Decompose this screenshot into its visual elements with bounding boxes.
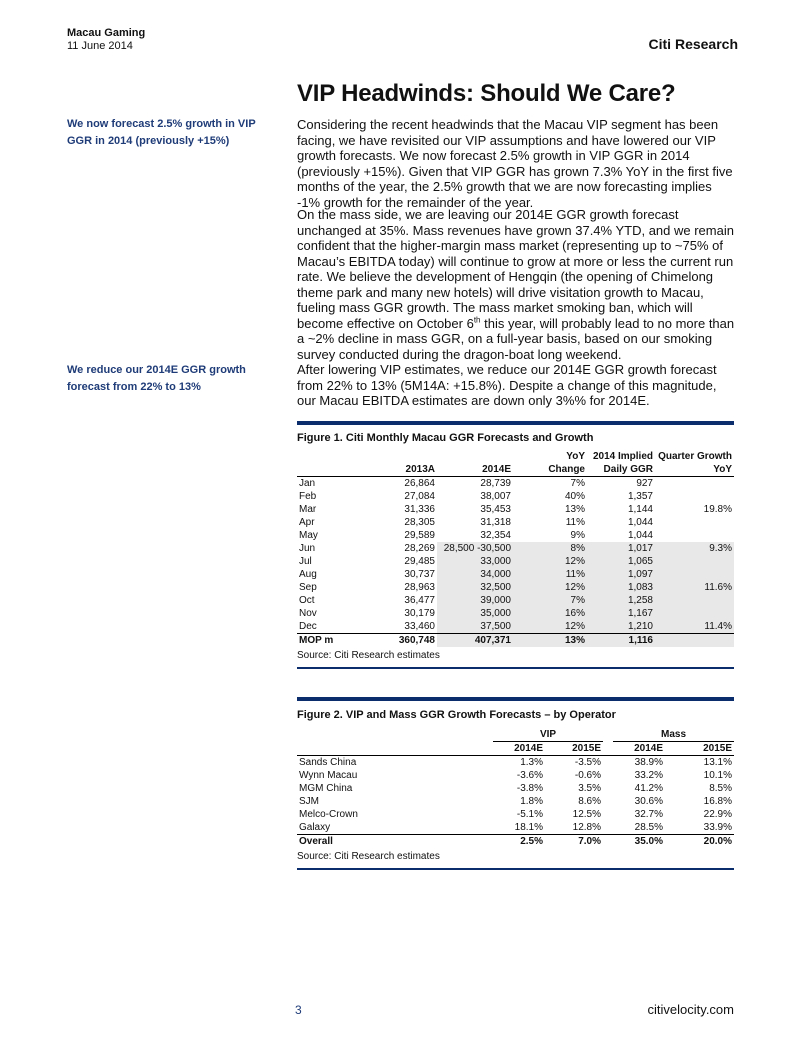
fig1-cell-daily: 1,357 bbox=[627, 491, 653, 502]
fig1-total-2014e: 407,371 bbox=[437, 634, 513, 648]
fig2-total-vip-2015e: 7.0% bbox=[545, 835, 603, 849]
table-row bbox=[297, 581, 734, 594]
fig1-cell-2013a: 28,963 bbox=[404, 582, 435, 593]
fig1-cell-month: Apr bbox=[299, 517, 315, 528]
fig1-cell-month: Dec bbox=[299, 621, 317, 632]
fig2-header-vip-2014e: 2014E bbox=[457, 742, 545, 756]
paragraph-ggr: After lowering VIP estimates, we reduce our 2014E GGR growth forecast from 22% to 13% (5M14A: +15.8%). Despite a change of this magnitude, our Macau EBITDA estimates are down only 3%% for 2014E. bbox=[297, 362, 717, 408]
table-row bbox=[297, 555, 734, 568]
fig1-cell-quarter: 11.4% bbox=[655, 620, 734, 634]
sidebar-note-vip: We now forecast 2.5% growth in VIP GGR in 2014 (previously +15%) bbox=[67, 118, 256, 147]
fig1-cell-yoy: 7% bbox=[570, 478, 585, 489]
fig2-cell-mass-2014e: 32.7% bbox=[634, 809, 663, 820]
table-row bbox=[297, 607, 734, 620]
fig2-cell-vip-2015e: 3.5% bbox=[578, 783, 601, 794]
paragraph-mass: On the mass side, we are leaving our 2014E GGR growth forecast unchanged at 35%. Mass revenues have grown 37.4% YTD, and we remain confident that the higher-margin mass market (representing up to ~75% of Macau’s EBITDA today) will continue to grow at more or less the current run rate. We believe the development of Hengqin (the opening of Chimelong theme park and many new hotels) will drive visitation growth to Macau, fueling mass GGR growth. The mass market smoking ban, which will become effective on October 6th this year, will probably lead to no more than a ~2% decline in mass GGR, on a full-year basis, based on our smoking survey conducted during the dragon-boat long weekend. bbox=[297, 207, 735, 362]
fig1-cell-daily: 1,210 bbox=[587, 620, 655, 634]
fig1-cell-2013a: 36,477 bbox=[404, 595, 435, 606]
fig1-cell-quarter: 19.8% bbox=[703, 504, 732, 515]
figure-1-top-rule bbox=[297, 421, 734, 425]
fig1-cell-yoy: 7% bbox=[513, 594, 587, 607]
fig1-cell-daily: 1,065 bbox=[587, 555, 655, 568]
table-row bbox=[297, 821, 734, 835]
fig2-cell-mass-2014e: 28.5% bbox=[634, 822, 663, 833]
fig2-cell-vip-2014e: -3.8% bbox=[516, 783, 543, 794]
fig1-cell-month: Feb bbox=[299, 491, 317, 502]
fig2-total-vip-2014e: 2.5% bbox=[457, 835, 545, 849]
fig1-cell-2014e: 39,000 bbox=[437, 594, 513, 607]
figure-1-source: Source: Citi Research estimates bbox=[297, 650, 440, 661]
table-row bbox=[297, 808, 734, 821]
fig1-cell-quarter bbox=[655, 529, 734, 542]
fig2-total-label: Overall bbox=[297, 835, 457, 849]
fig2-cell-mass-2014e: 41.2% bbox=[634, 783, 663, 794]
fig1-cell-2014e: 32,354 bbox=[480, 530, 511, 541]
figure-1-header-row bbox=[297, 450, 734, 477]
fig1-cell-yoy: 11% bbox=[565, 517, 585, 528]
fig2-cell-mass-2015e: 33.9% bbox=[703, 822, 732, 833]
fig1-cell-month: Jun bbox=[299, 543, 316, 554]
fig1-cell-month: May bbox=[299, 530, 318, 541]
fig1-cell-month: Jan bbox=[299, 478, 316, 489]
fig2-header-vip-2015e: 2015E bbox=[545, 742, 603, 756]
fig2-cell-mass-2014e: 33.2% bbox=[634, 770, 663, 781]
table-row bbox=[297, 516, 734, 529]
fig2-cell-mass-2015e: 22.9% bbox=[703, 809, 732, 820]
fig2-cell-vip-2015e: 12.5% bbox=[572, 809, 601, 820]
figure-2-source: Source: Citi Research estimates bbox=[297, 851, 440, 862]
figure-2-top-rule bbox=[297, 697, 734, 701]
fig1-cell-daily: 1,083 bbox=[587, 581, 655, 594]
fig1-cell-yoy: 16% bbox=[513, 607, 587, 620]
figure-2-bottom-rule bbox=[297, 868, 734, 870]
table-row bbox=[297, 756, 734, 770]
fig2-cell-vip-2014e: 1.8% bbox=[520, 796, 543, 807]
fig1-cell-2014e: 35,000 bbox=[437, 607, 513, 620]
fig1-cell-2013a: 29,485 bbox=[404, 556, 435, 567]
fig2-cell-mass-2015e: 16.8% bbox=[703, 796, 732, 807]
fig1-cell-2013a: 30,179 bbox=[404, 608, 435, 619]
page-number: 3 bbox=[295, 1003, 302, 1017]
fig2-header-mass-2014e: 2014E bbox=[603, 742, 665, 756]
figure-1-table bbox=[297, 450, 734, 647]
fig2-cell-operator: Galaxy bbox=[299, 822, 331, 833]
fig1-cell-daily: 1,167 bbox=[587, 607, 655, 620]
fig1-cell-yoy: 11% bbox=[513, 568, 587, 581]
page-title: VIP Headwinds: Should We Care? bbox=[297, 80, 676, 107]
fig2-cell-operator: Wynn Macau bbox=[299, 770, 358, 781]
fig1-cell-2013a: 28,305 bbox=[404, 517, 435, 528]
fig2-total-mass-2014e: 35.0% bbox=[603, 835, 665, 849]
table-row bbox=[297, 568, 734, 581]
table-total-row bbox=[297, 634, 734, 648]
fig2-cell-vip-2014e: -3.6% bbox=[516, 770, 543, 781]
table-row bbox=[297, 769, 734, 782]
fig2-cell-mass-2015e: 8.5% bbox=[709, 783, 732, 794]
paragraph-vip: Considering the recent headwinds that the Macau VIP segment has been facing, we have revisited our VIP assumptions and have lowered our VIP growth forecasts. We now forecast 2.5% growth in VIP GGR in 2014 (previously +15%). Given that VIP GGR has grown 7.3% YoY in the first five months of the year, the 2.5% growth that we are now forecasting implies -1% growth for the remainder of the year. bbox=[297, 117, 733, 210]
fig1-cell-quarter bbox=[655, 516, 734, 529]
fig1-total-2013a: 360,748 bbox=[359, 634, 437, 648]
fig1-cell-quarter bbox=[655, 607, 734, 620]
table-row bbox=[297, 795, 734, 808]
sidebar-note-ggr: We reduce our 2014E GGR growth forecast from 22% to 13% bbox=[67, 364, 246, 393]
footer-url: citivelocity.com bbox=[647, 1002, 734, 1017]
fig2-cell-vip-2015e: -0.6% bbox=[574, 770, 601, 781]
fig1-cell-daily: 1,144 bbox=[627, 504, 653, 515]
fig2-cell-vip-2014e: 18.1% bbox=[514, 822, 543, 833]
fig1-cell-month: Nov bbox=[299, 608, 317, 619]
fig2-cell-mass-2014e: 30.6% bbox=[634, 796, 663, 807]
table-row bbox=[297, 490, 734, 503]
table-row bbox=[297, 620, 734, 634]
figure-2-table bbox=[297, 728, 734, 848]
fig1-total-quarter bbox=[655, 634, 734, 648]
brand-name: Citi Research bbox=[648, 36, 738, 52]
figure-1-title: Figure 1. Citi Monthly Macau GGR Forecasts and Growth bbox=[297, 432, 594, 444]
fig1-cell-daily: 1,017 bbox=[587, 542, 655, 555]
fig1-header-quarter: Quarter Growth YoY bbox=[655, 450, 734, 477]
fig1-cell-yoy: 12% bbox=[513, 555, 587, 568]
fig1-cell-quarter: 9.3% bbox=[655, 542, 734, 555]
fig1-cell-daily: 1,097 bbox=[587, 568, 655, 581]
fig1-cell-yoy: 13% bbox=[564, 504, 585, 515]
fig2-cell-operator: Melco-Crown bbox=[299, 809, 358, 820]
table-row bbox=[297, 503, 734, 516]
table-row bbox=[297, 594, 734, 607]
fig1-cell-quarter bbox=[655, 594, 734, 607]
fig2-cell-mass-2015e: 10.1% bbox=[703, 770, 732, 781]
fig1-header-month bbox=[297, 450, 359, 477]
fig1-header-2014e: 2014E bbox=[437, 450, 513, 477]
figure-2-title: Figure 2. VIP and Mass GGR Growth Forecasts – by Operator bbox=[297, 709, 616, 721]
report-section: Macau Gaming bbox=[67, 27, 146, 39]
fig1-cell-yoy: 12% bbox=[513, 581, 587, 594]
fig2-cell-mass-2015e: 13.1% bbox=[703, 757, 732, 768]
fig1-cell-2013a: 30,737 bbox=[404, 569, 435, 580]
figure-1-bottom-rule bbox=[297, 667, 734, 669]
fig1-cell-2014e: 33,000 bbox=[437, 555, 513, 568]
fig1-cell-quarter bbox=[655, 568, 734, 581]
fig2-cell-vip-2014e: -5.1% bbox=[516, 809, 543, 820]
fig1-cell-2013a: 33,460 bbox=[404, 621, 435, 632]
fig1-cell-2014e: 34,000 bbox=[437, 568, 513, 581]
fig2-cell-operator: SJM bbox=[299, 796, 319, 807]
fig2-cell-vip-2015e: 12.8% bbox=[572, 822, 601, 833]
fig1-cell-2014e: 35,453 bbox=[480, 504, 511, 515]
fig1-cell-quarter bbox=[655, 555, 734, 568]
fig2-group-mass: Mass bbox=[603, 728, 734, 742]
fig1-cell-daily: 1,258 bbox=[587, 594, 655, 607]
fig1-cell-2014e: 38,007 bbox=[480, 491, 511, 502]
fig1-cell-2014e: 28,500 -30,500 bbox=[437, 542, 513, 555]
fig1-cell-2014e: 37,500 bbox=[437, 620, 513, 634]
fig1-header-daily: 2014 Implied Daily GGR bbox=[587, 450, 655, 477]
fig1-cell-month: Oct bbox=[299, 595, 315, 606]
fig2-total-mass-2015e: 20.0% bbox=[665, 835, 734, 849]
fig1-header-2013a: 2013A bbox=[359, 450, 437, 477]
fig1-cell-month: Jul bbox=[299, 556, 312, 567]
fig1-total-label: MOP m bbox=[297, 634, 359, 648]
fig1-cell-yoy: 8% bbox=[513, 542, 587, 555]
figure-2-header-row bbox=[297, 742, 734, 756]
fig1-cell-yoy: 9% bbox=[570, 530, 585, 541]
fig1-cell-2013a: 29,589 bbox=[404, 530, 435, 541]
fig1-cell-2014e: 28,739 bbox=[480, 478, 511, 489]
fig2-cell-vip-2014e: 1.3% bbox=[520, 757, 543, 768]
fig2-cell-operator: Sands China bbox=[299, 757, 357, 768]
figure-2 bbox=[297, 697, 734, 870]
fig1-cell-quarter: 11.6% bbox=[655, 581, 734, 594]
fig1-cell-2013a: 28,269 bbox=[404, 543, 435, 554]
fig2-cell-operator: MGM China bbox=[299, 783, 353, 794]
fig2-cell-vip-2015e: 8.6% bbox=[578, 796, 601, 807]
figure-1 bbox=[297, 421, 734, 669]
fig1-cell-month: Aug bbox=[299, 569, 317, 580]
fig1-cell-month: Sep bbox=[299, 582, 317, 593]
fig1-cell-month: Mar bbox=[299, 504, 317, 515]
fig1-cell-2013a: 27,084 bbox=[404, 491, 435, 502]
report-date: 11 June 2014 bbox=[67, 40, 133, 52]
fig2-header-mass-2015e: 2015E bbox=[665, 742, 734, 756]
fig1-cell-quarter bbox=[655, 490, 734, 503]
table-total-row bbox=[297, 835, 734, 849]
fig2-cell-mass-2014e: 38.9% bbox=[634, 757, 663, 768]
fig1-cell-yoy: 12% bbox=[513, 620, 587, 634]
table-row bbox=[297, 529, 734, 542]
fig2-header-operator bbox=[297, 742, 457, 756]
fig1-cell-2013a: 26,864 bbox=[404, 478, 435, 489]
fig1-cell-yoy: 40% bbox=[564, 491, 585, 502]
fig1-cell-daily: 1,044 bbox=[627, 517, 653, 528]
figure-2-group-row bbox=[297, 728, 734, 742]
fig1-cell-2014e: 32,500 bbox=[437, 581, 513, 594]
fig1-header-yoy: YoY Change bbox=[513, 450, 587, 477]
fig1-total-daily: 1,116 bbox=[587, 634, 655, 648]
table-row bbox=[297, 477, 734, 491]
table-row bbox=[297, 782, 734, 795]
fig2-group-vip: VIP bbox=[457, 728, 603, 742]
fig1-cell-daily: 1,044 bbox=[627, 530, 653, 541]
fig1-total-yoy: 13% bbox=[513, 634, 587, 648]
fig1-cell-daily: 927 bbox=[636, 478, 653, 489]
fig1-cell-2013a: 31,336 bbox=[404, 504, 435, 515]
fig1-cell-quarter bbox=[655, 477, 734, 491]
table-row bbox=[297, 542, 734, 555]
fig1-cell-2014e: 31,318 bbox=[480, 517, 511, 528]
fig2-cell-vip-2015e: -3.5% bbox=[574, 757, 601, 768]
